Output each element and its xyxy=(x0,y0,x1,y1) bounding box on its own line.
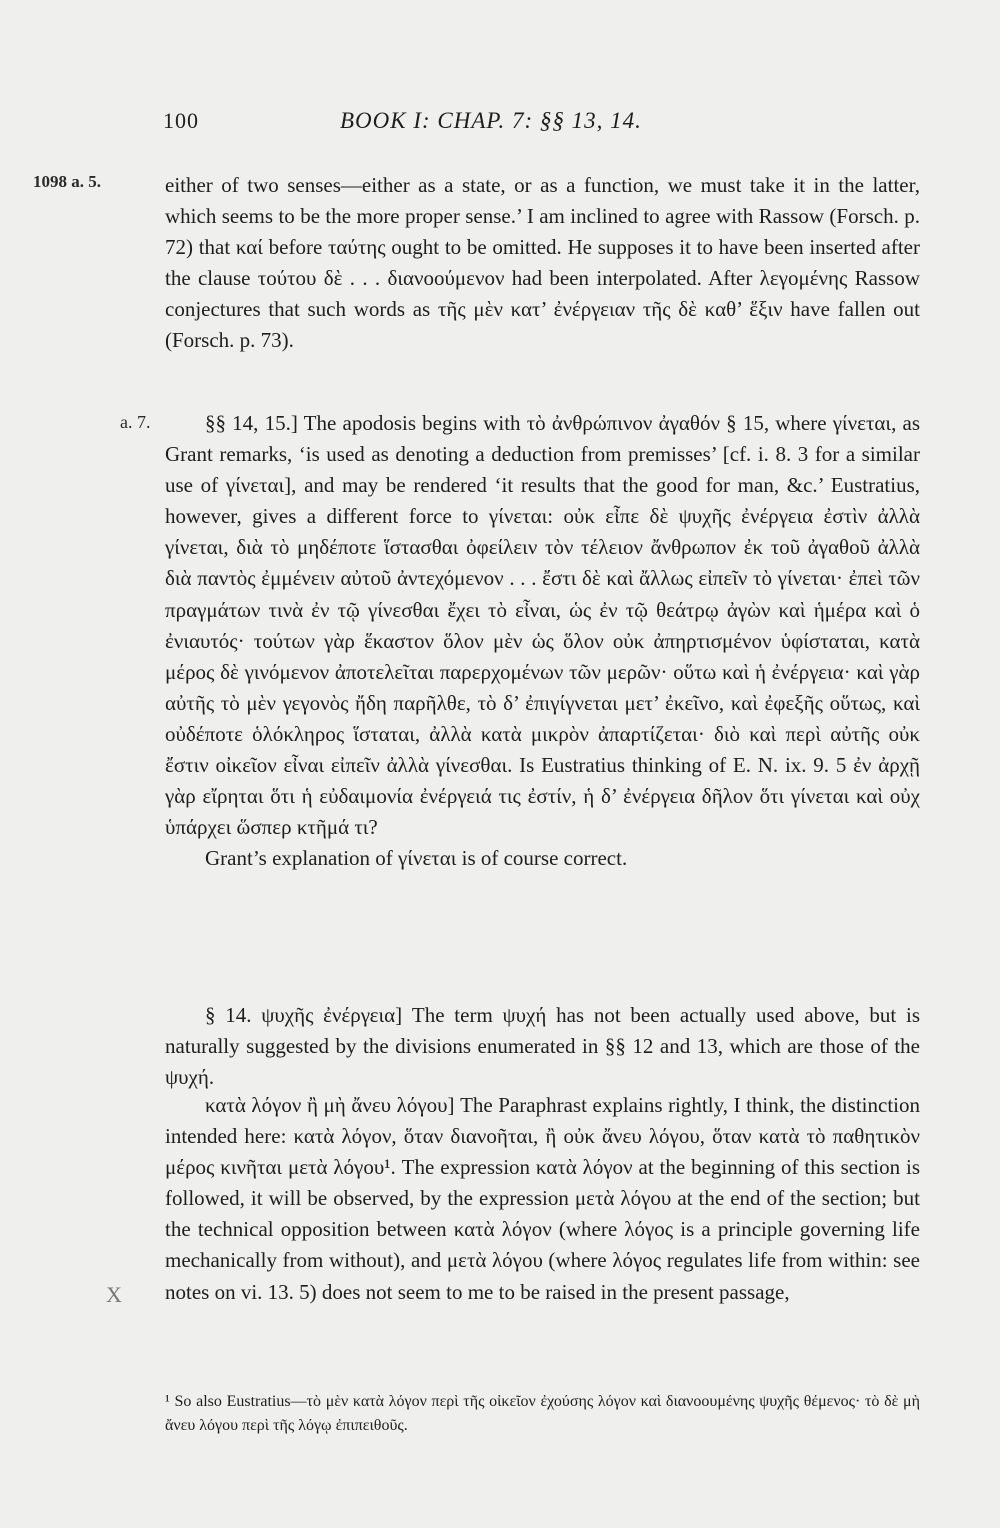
margin-reference-1098a5: 1098 a. 5. xyxy=(33,172,101,191)
footnote: ¹ So also Eustratius—τὸ μὲν κατὰ λόγον περὶ τῆς οἰκεῖον ἐχούσης λόγον καὶ διανοουμένης ψυχῆς θέμενος· τὸ δὲ μὴ ἄνευ λόγου περὶ τῆς λόγῳ ἐπιπειθοῦς. xyxy=(165,1393,920,1434)
pencil-mark: X xyxy=(106,1282,122,1307)
page-header xyxy=(0,108,1000,142)
margin-reference-a7: a. 7. xyxy=(120,412,151,432)
paragraph-4: § 14. ψυχῆς ἐνέργεια] The term ψυχή has not been actually used above, but is naturally suggested by the divisions enumerated in §§ 12 and 13, which are those of the ψυχή. xyxy=(165,1003,920,1090)
paragraph-kata-logon xyxy=(165,1090,920,1308)
paragraph-5: κατὰ λόγον ἢ μὴ ἄνευ λόγου] The Paraphrast explains rightly, I think, the distinction intended here: κατὰ λόγον, ὅταν διανοῆται, ἢ οὐκ ἄνευ λόγου, ὅταν κατὰ τὸ παθητικὸν μέρος κινῆται μετὰ λόγου¹. The expression κατὰ λόγον at the beginning of this section is followed, it will be observed, by the expression μετὰ λόγου at the end of the section; but the technical opposition between κατὰ λόγον (where λόγος is a principle governing life mechanically from without), and μετὰ λόγου (where λόγος regulates life from within: see notes on vi. 13. 5) does not seem to me to be raised in the present passage, xyxy=(165,1093,920,1304)
paragraph-3: Grant’s explanation of γίνεται is of course correct. xyxy=(205,846,628,871)
paragraph-continuation xyxy=(165,170,920,357)
paragraph-apodosis xyxy=(165,408,920,874)
paragraph-1: either of two senses—either as a state, or as a function, we must take it in the latter, which seems to be the more proper sense.’ I am inclined to agree with Rassow (Forsch. p. 72) that καί before ταύτης ought to be omitted. He supposes it to have been inserted after the clause τούτου δὲ . . . διανοούμενον had been interpolated. After λεγομένης Rassow conjectures that such words as τῆς μὲν κατ’ ἐνέργειαν τῆς δὲ καθ’ ἕξιν have fallen out (Forsch. p. 73). xyxy=(165,173,920,353)
running-title: BOOK I: CHAP. 7: §§ 13, 14. xyxy=(340,108,642,133)
paragraph-section-14 xyxy=(165,1000,920,1093)
page-number: 100 xyxy=(163,108,199,133)
paragraph-2: §§ 14, 15.] The apodosis begins with τὸ ἀνθρώπινον ἀγαθόν § 15, where γίνεται, as Grant remarks, ‘is used as denoting a deduction from premisses’ [cf. i. 8. 3 for a similar use of γίνεται], and may be rendered ‘it results that the good for man, &c.’ Eustratius, however, gives a different force to γίνεται: οὐκ εἶπε δὲ ψυχῆς ἐνέργεια ἐστὶν ἀλλὰ γίνεται, διὰ τὸ μηδέποτε ἵστασθαι ὀφείλειν τὸν τέλειον ἄνθρωπον ἐκ τοῦ ἀγαθοῦ ἀλλὰ διὰ παντὸς ἐμμένειν αὐτοῦ ἀντεχόμενον . . . ἔστι δὲ καὶ ἄλλως εἰπεῖν τὸ γίνεται· ἐπεὶ τῶν πραγμάτων τινὰ ἐν τῷ γίνεσθαι ἔχει τὸ εἶναι, ὡς ἐν τῷ θεάτρῳ ἀγὼν καὶ ἡμέρα καὶ ὁ ἐνιαυτός· τούτων γὰρ ἕκαστον ὅλον μὲν ὡς ὅλον οὐκ ἀπηρτισμένον ὑφίσταται, κατὰ μέρος δὲ γινόμενον ἀποτελεῖται παρερχομένων τῶν μερῶν· οὕτω καὶ ἡ ἐνέργεια· καὶ γὰρ αὐτῆς τὸ μὲν γεγονὸς ἤδη παρῆλθε, τὸ δ’ ἐπιγίγνεται μετ’ ἐκεῖνο, καὶ ἐφεξῆς οὕτως, καὶ οὐδέποτε ὁλόκληρος ἵσταται, ἀλλὰ κατὰ μικρὸν ἀπαρτίζεται· διὸ καὶ περὶ αὐτῆς οὐκ ἔστιν οἰκεῖον εἶναι εἰπεῖν ἀλλὰ γίνεσθαι. Is Eustratius thinking of E. N. ix. 9. 5 ἐν ἀρχῇ γὰρ εἴρηται ὅτι ἡ εὐδαιμονία ἐνέργειά τις ἐστίν, ἡ δ’ ἐνέργεια δῆλον ὅτι γίνεται καὶ οὐχ ὑπάρχει ὥσπερ κτῆμά τι? xyxy=(165,411,920,840)
